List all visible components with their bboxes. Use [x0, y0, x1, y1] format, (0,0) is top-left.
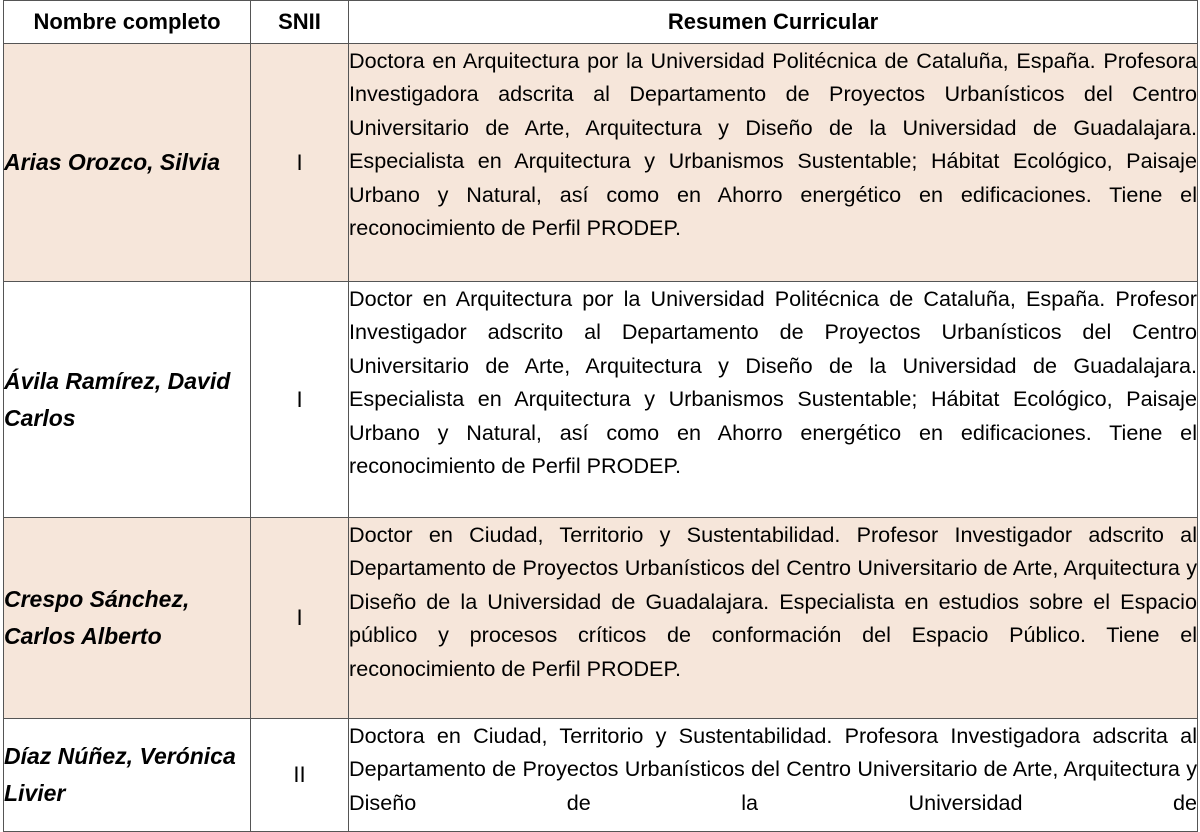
header-snii: SNII [251, 1, 349, 44]
header-resumen-curricular: Resumen Curricular [349, 1, 1198, 44]
researcher-name [4, 719, 251, 832]
table-row [4, 518, 1198, 719]
snii-level: I [251, 518, 349, 719]
table-row [4, 282, 1198, 518]
snii-level: I [251, 282, 349, 518]
researcher-name-text: Crespo Sánchez, Carlos Alberto [4, 586, 190, 649]
researcher-name [4, 44, 251, 282]
header-nombre-completo: Nombre completo [4, 1, 251, 44]
researcher-name-text: Ávila Ramírez, David Carlos [4, 367, 231, 431]
researcher-name-text: Arias Orozco, Silvia [4, 149, 221, 175]
table-row [4, 44, 1198, 282]
researcher-name-text: Díaz Núñez, Verónica Livier [4, 743, 236, 806]
resumen-curricular: Doctor en Arquitectura por la Universidad Politécnica de Cataluña, España. Profesor Investigador adscrito al Departamento de Proyectos Urbanísticos del Centro Universitario de Arte, Arquitectura y Diseño de la Universidad de Guadalajara. Especialista en Arquitectura y Urbanismos Sustentable; Hábitat Ecológico, Paisaje Urbano y Natural, así como en Ahorro energético en edificaciones. Tiene el reconocimiento de Perfil PRODEP. [349, 282, 1198, 518]
snii-level: I [251, 44, 349, 282]
resumen-curricular: Doctor en Ciudad, Territorio y Sustentabilidad. Profesor Investigador adscrito al Departamento de Proyectos Urbanísticos del Centro Universitario de Arte, Arquitectura y Diseño de la Universidad de Guadalajara. Especialista en estudios sobre el Espacio público y procesos críticos de conformación del Espacio Público. Tiene el reconocimiento de Perfil PRODEP. [349, 518, 1198, 719]
researcher-name [4, 282, 251, 518]
resumen-curricular: Doctora en Ciudad, Territorio y Sustentabilidad. Profesora Investigadora adscrita al Departamento de Proyectos Urbanísticos del Centro Universitario de Arte, Arquitectura y Diseño de la Universidad de [349, 719, 1198, 832]
table-row [4, 719, 1198, 832]
resumen-curricular: Doctora en Arquitectura por la Universidad Politécnica de Cataluña, España. Profesora Investigadora adscrita al Departamento de Proyectos Urbanísticos del Centro Universitario de Arte, Arquitectura y Diseño de la Universidad de Guadalajara. Especialista en Arquitectura y Urbanismos Sustentable; Hábitat Ecológico, Paisaje Urbano y Natural, así como en Ahorro energético en edificaciones. Tiene el reconocimiento de Perfil PRODEP. [349, 44, 1198, 282]
snii-level: II [251, 719, 349, 832]
researchers-table [3, 0, 1198, 832]
researcher-name [4, 518, 251, 719]
table-header-row [4, 1, 1198, 44]
